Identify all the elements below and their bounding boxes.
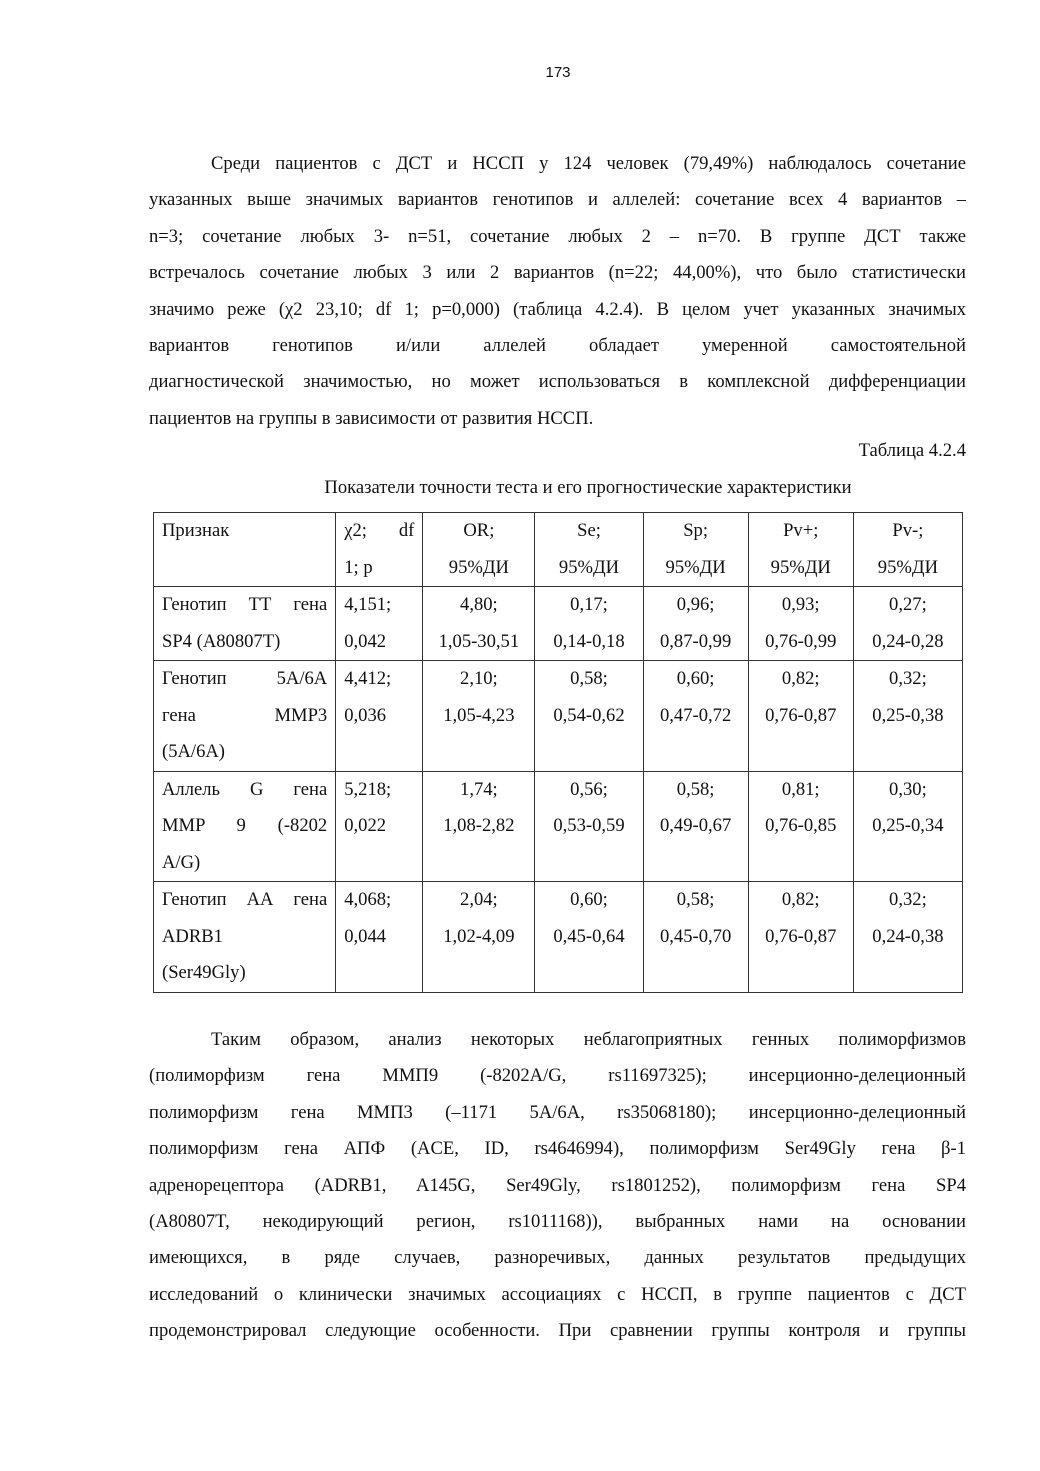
cell-line: 0,036 <box>344 704 387 726</box>
cell-line: 0,82; <box>781 668 820 689</box>
cell-sp <box>643 587 748 661</box>
cell-or <box>423 661 535 772</box>
cell-line: Se; <box>577 520 601 541</box>
cell-line: 0,60; <box>676 668 715 689</box>
cell-pv-neg <box>853 882 962 993</box>
cell-line: 95%ДИ <box>448 556 509 578</box>
header-cell-sp <box>643 513 748 587</box>
cell-pv-neg <box>853 661 962 772</box>
cell-line: 0,17; <box>570 594 608 615</box>
cell-line: 1,05-30,51 <box>438 630 520 652</box>
paragraph-line: встречалось сочетание любых 3 или 2 вариантов (n=22; 44,00%), что было статистически <box>149 262 966 284</box>
cell-line: 0,32; <box>889 889 927 910</box>
paragraph-line: Среди пациентов с ДСТ и НССП у 124 человек (79,49%) наблюдалось сочетание <box>211 153 966 174</box>
paragraph-line: пациентов на группы в зависимости от развития НССП. <box>149 407 594 429</box>
cell-pv-pos <box>748 882 853 993</box>
cell-line: (Ser49Gly) <box>162 962 246 983</box>
cell-line: 4,80; <box>460 594 498 615</box>
cell-line: 1,74; <box>460 778 498 800</box>
cell-line: 0,53-0,59 <box>553 815 625 836</box>
cell-sp <box>643 661 748 772</box>
cell-pv-pos <box>748 771 853 882</box>
cell-line: 0,022 <box>344 815 387 836</box>
cell-feature <box>154 661 336 772</box>
paragraph-line: адренорецептора (ADRB1, A145G, Ser49Gly, rs1801252), полиморфизм гена SP4 <box>149 1174 966 1196</box>
cell-line: 5,218; <box>344 778 392 800</box>
paragraph-line: полиморфизм гена АПФ (ACE, ID, rs4646994), полиморфизм Ser49Gly гена β-1 <box>149 1138 966 1160</box>
cell-line: 0,54-0,62 <box>553 704 625 726</box>
cell-line: 0,49-0,67 <box>659 815 732 836</box>
paragraph-line: указанных выше значимых вариантов генотипов и аллелей: сочетание всех 4 вариантов – <box>149 189 966 211</box>
table-row <box>154 661 963 772</box>
cell-line: 0,27; <box>889 594 927 615</box>
paragraph-line: n=3; сочетание любых 3- n=51, сочетание любых 2 – n=70. В группе ДСТ также <box>149 225 966 247</box>
cell-line: Генотип ТТ гена <box>162 594 328 615</box>
cell-line: 0,32; <box>889 668 927 689</box>
paragraph-line: Таким образом, анализ некоторых неблагоприятных генных полиморфизмов <box>211 1029 966 1050</box>
cell-line: 95%ДИ <box>558 556 620 578</box>
cell-line: 0,24-0,28 <box>872 630 944 652</box>
cell-chi2 <box>336 587 423 661</box>
cell-line: Признак <box>162 520 230 541</box>
cell-line: Pv-; <box>892 520 924 541</box>
cell-se <box>535 587 643 661</box>
cell-line: MMP 9 (-8202 <box>162 815 328 836</box>
cell-or <box>423 771 535 882</box>
header-cell-pv-neg <box>853 513 962 587</box>
header-cell-or <box>423 513 535 587</box>
cell-line: 0,93; <box>781 594 820 615</box>
cell-line: 95%ДИ <box>665 556 726 578</box>
cell-line: 0,60; <box>570 889 608 910</box>
header-cell-feature <box>154 513 336 587</box>
cell-line: 0,76-0,99 <box>765 630 837 652</box>
cell-line: 0,30; <box>889 778 927 800</box>
cell-line: 0,044 <box>344 925 387 947</box>
cell-line: 0,45-0,64 <box>553 925 625 947</box>
paragraph-line: (полиморфизм гена ММП9 (-8202A/G, rs11697325); инсерционно-делеционный <box>149 1065 966 1087</box>
cell-line: 0,042 <box>344 630 387 652</box>
cell-sp <box>643 771 748 882</box>
cell-line: Pv+; <box>783 520 819 541</box>
cell-pv-neg <box>853 587 962 661</box>
paragraph-line: значимо реже (χ2 23,10; df 1; p=0,000) (таблица 4.2.4). В целом учет указанных значимых <box>149 298 966 320</box>
table-row <box>154 882 963 993</box>
cell-line: 2,04; <box>460 889 498 910</box>
cell-feature <box>154 771 336 882</box>
cell-feature <box>154 882 336 993</box>
cell-line: 0,24-0,38 <box>872 925 944 947</box>
cell-chi2 <box>336 661 423 772</box>
cell-line: Генотип 5А/6А <box>162 668 328 689</box>
cell-line: 0,81; <box>781 778 820 800</box>
cell-line: 1,08-2,82 <box>443 815 515 836</box>
cell-line: χ2; df <box>344 520 415 541</box>
cell-line: гена ММР3 <box>162 704 328 726</box>
cell-line: 0,56; <box>570 778 608 800</box>
paragraph-line: исследований о клинически значимых ассоциациях с НССП, в группе пациентов с ДСТ <box>149 1283 966 1305</box>
table-row <box>154 587 963 661</box>
cell-line: 4,068; <box>344 889 392 910</box>
paragraph-line: продемонстрировал следующие особенности. При сравнении группы контроля и группы <box>149 1320 966 1342</box>
table-row <box>154 771 963 882</box>
cell-line: 0,45-0,70 <box>659 925 732 947</box>
cell-line: (5А/6А) <box>162 741 225 762</box>
cell-line: 0,76-0,87 <box>765 925 837 947</box>
table-number: Таблица 4.2.4 <box>858 440 966 461</box>
cell-feature <box>154 587 336 661</box>
cell-line: 0,25-0,34 <box>872 815 944 836</box>
cell-sp <box>643 882 748 993</box>
cell-line: 4,412; <box>344 668 392 689</box>
cell-line: ADRB1 <box>162 925 223 947</box>
cell-line: 95%ДИ <box>877 556 938 578</box>
paragraph-2 <box>149 1022 966 1350</box>
cell-pv-neg <box>853 771 962 882</box>
cell-se <box>535 661 643 772</box>
cell-line: A/G) <box>162 851 201 873</box>
cell-line: Sp; <box>683 520 709 541</box>
cell-chi2 <box>336 882 423 993</box>
cell-line: 0,47-0,72 <box>659 704 732 726</box>
cell-line: 1,02-4,09 <box>443 925 515 947</box>
table-header-row <box>154 513 963 587</box>
results-table <box>153 512 963 993</box>
cell-se <box>535 882 643 993</box>
cell-line: 0,96; <box>676 594 715 615</box>
cell-or <box>423 587 535 661</box>
cell-line: 2,10; <box>460 668 498 689</box>
cell-pv-pos <box>748 587 853 661</box>
cell-chi2 <box>336 771 423 882</box>
cell-line: 0,76-0,85 <box>765 815 837 836</box>
cell-line: 0,87-0,99 <box>659 630 732 652</box>
cell-line: 0,14-0,18 <box>553 630 625 652</box>
cell-line: OR; <box>463 520 495 541</box>
cell-line: 0,58; <box>676 778 715 800</box>
cell-line: 1,05-4,23 <box>443 704 515 726</box>
header-cell-pv-pos <box>748 513 853 587</box>
header-cell-se <box>535 513 643 587</box>
paragraph-1 <box>149 146 966 437</box>
cell-line: 0,25-0,38 <box>872 704 944 726</box>
paragraph-line: диагностической значимостью, но может использоваться в комплексной дифференциации <box>149 371 966 393</box>
cell-pv-pos <box>748 661 853 772</box>
cell-line: 4,151; <box>344 594 392 615</box>
page-number: 173 <box>545 64 571 81</box>
table-caption: Показатели точности теста и его прогностические характеристики <box>324 477 852 498</box>
cell-line: 1; p <box>344 556 373 578</box>
paragraph-line: полиморфизм гена ММП3 (–1171 5A/6A, rs35068180); инсерционно-делеционный <box>149 1101 966 1123</box>
cell-se <box>535 771 643 882</box>
cell-line: Аллель G гена <box>162 778 328 800</box>
paragraph-line: имеющихся, в ряде случаев, разноречивых, данных результатов предыдущих <box>149 1247 966 1269</box>
paragraph-line: (A80807T, некодирующий регион, rs1011168)), выбранных нами на основании <box>149 1211 966 1233</box>
header-cell-chi2 <box>336 513 423 587</box>
paragraph-line: вариантов генотипов и/или аллелей обладает умеренной самостоятельной <box>149 335 966 357</box>
cell-line: 0,58; <box>676 889 715 910</box>
cell-line: Генотип АА гена <box>162 889 328 910</box>
cell-line: 0,82; <box>781 889 820 910</box>
cell-line: 0,76-0,87 <box>765 704 837 726</box>
cell-line: 0,58; <box>570 668 608 689</box>
cell-line: 95%ДИ <box>770 556 831 578</box>
cell-line: SP4 (А80807Т) <box>162 630 281 652</box>
cell-or <box>423 882 535 993</box>
